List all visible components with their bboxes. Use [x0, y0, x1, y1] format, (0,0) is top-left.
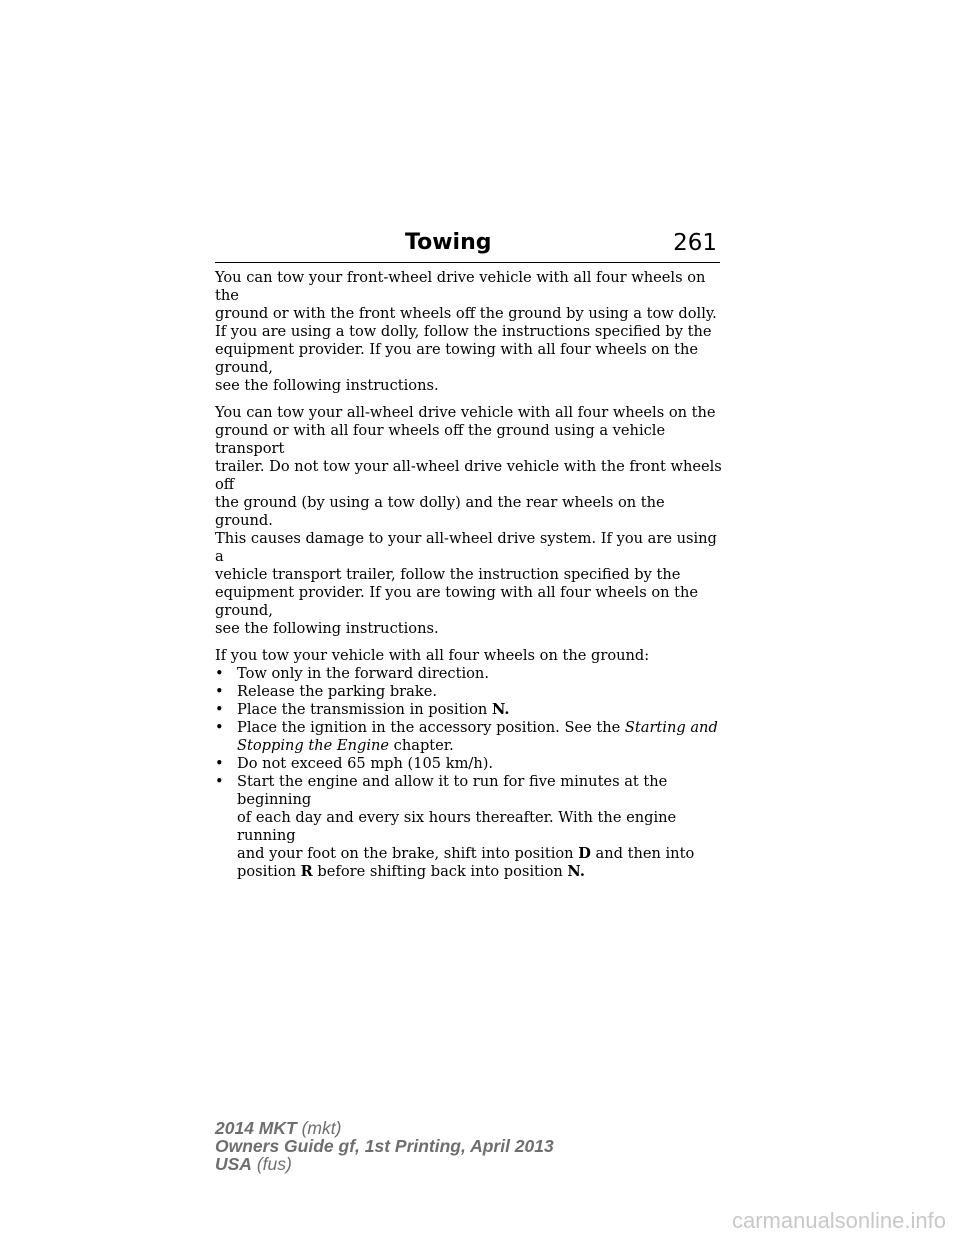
section-title: Towing: [405, 230, 492, 255]
paragraph-all-wheel-drive: You can tow your all-wheel drive vehicle with all four wheels on the ground or with all four wheels off the ground using a vehicle transport trailer. Do not tow your all-wheel drive vehicle with the front wheels off the ground (by using a tow dolly) and the rear wheels on the ground. This causes damage to your all-wheel drive system. If you are using a vehicle transport trailer, follow the instruction specified by the equipment provider. If you are towing with all four wheels on the ground, see the following instructions.: [215, 404, 722, 637]
list-item: • Start the engine and allow it to run for five minutes at the beginning of each day and every six hours thereafter. With the engine running and your foot on the brake, shift into position D and then into position R before shifting back into position N.: [215, 773, 695, 880]
bullet-icon: •: [215, 683, 224, 700]
chapter-reference: Stopping the Engine: [237, 737, 390, 754]
footer-printing-line: Owners Guide gf, 1st Printing, April 2013: [215, 1136, 554, 1156]
list-item: • Do not exceed 65 mph (105 km/h).: [215, 755, 494, 772]
towing-instructions-list: [215, 665, 725, 881]
watermark: carmanualsonline.info: [731, 1208, 946, 1233]
footer-market-line: USA (fus): [215, 1154, 292, 1174]
list-item: • Place the ignition in the accessory position. See the Starting and Stopping the Engine chapter.: [215, 719, 718, 754]
bullet-icon: •: [215, 719, 224, 736]
page-number: 261: [673, 230, 717, 256]
bullet-icon: •: [215, 773, 224, 790]
towing-intro: If you tow your vehicle with all four wheels on the ground:: [215, 647, 650, 664]
list-item: • Place the transmission in position N.: [215, 701, 510, 718]
chapter-reference: Starting and: [624, 719, 718, 736]
print-footer: [215, 1119, 554, 1173]
list-item: • Release the parking brake.: [215, 683, 437, 700]
bullet-icon: •: [215, 701, 224, 718]
list-item: • Tow only in the forward direction.: [215, 665, 489, 682]
bullet-icon: •: [215, 665, 224, 682]
footer-model-line: 2014 MKT (mkt): [215, 1118, 342, 1138]
bullet-icon: •: [215, 755, 224, 772]
paragraph-front-wheel-drive: You can tow your front-wheel drive vehicle with all four wheels on the ground or with the front wheels off the ground by using a tow dolly. If you are using a tow dolly, follow the instructions specified by the equipment provider. If you are towing with all four wheels on the ground, see the following instructions.: [215, 269, 717, 394]
page-header: [215, 230, 720, 263]
main-content: [215, 269, 725, 881]
